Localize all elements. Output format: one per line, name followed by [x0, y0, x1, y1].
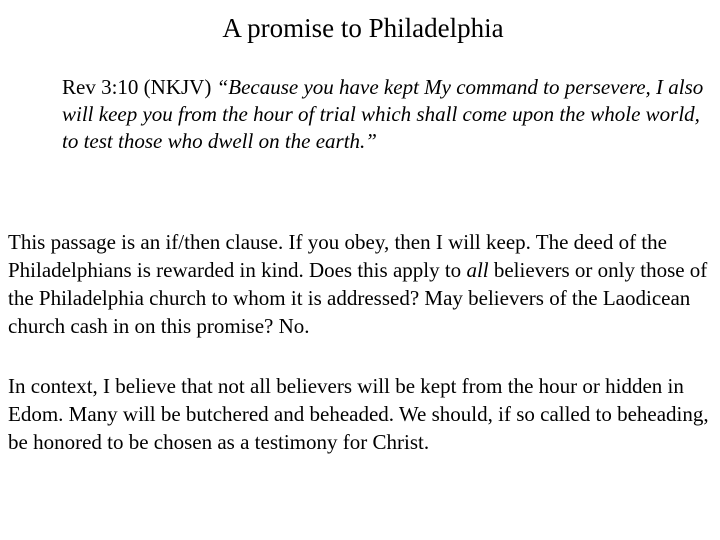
paragraph-1-text-a: This passage is an if/then clause. If you obey, then I will keep. The deed of the Philadelphians is rewarded in kind. Does this apply to: [8, 230, 667, 282]
commentary-paragraph-2: In context, I believe that not all believers will be kept from the hour or hidden in Edom. Many will be butchered and beheaded. We should, if so called to beheading, be honored to be chosen as a testimony for Christ.: [8, 374, 709, 454]
scripture-reference: Rev 3:10 (NKJV): [62, 75, 217, 99]
paragraph-1-emphasis: all: [466, 258, 489, 282]
paragraph-1-text-b: believers or only those of the Philadelphia church to whom it is addressed? May believers of the Laodicean church cash in on this promise? No.: [8, 258, 708, 338]
scripture-quote: “Because you have kept My command to persevere, I also will keep you from the hour of trial which shall come upon the whole world, to test those who dwell on the earth.”: [62, 75, 704, 153]
scripture-block: [62, 74, 712, 155]
slide-title: A promise to Philadelphia: [222, 13, 504, 43]
commentary-paragraph-1: [8, 228, 720, 340]
